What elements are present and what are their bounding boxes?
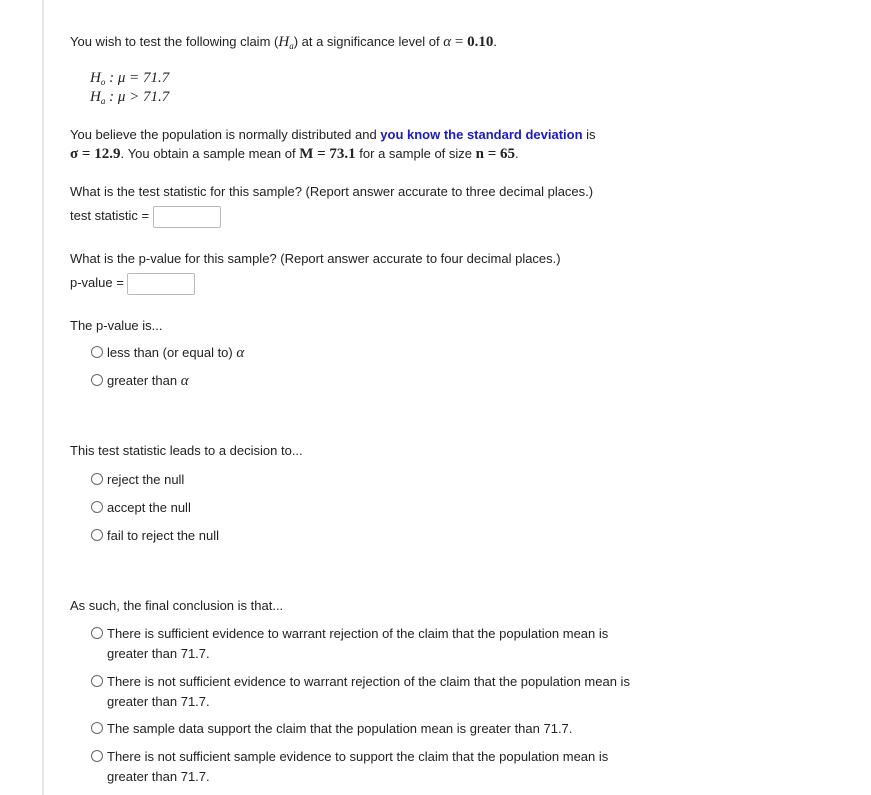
p-value-input[interactable] xyxy=(127,273,195,295)
radio-greater-than-alpha[interactable] xyxy=(91,374,103,386)
option-less-than-alpha[interactable]: less than (or equal to) α xyxy=(91,343,244,363)
intro-line: You wish to test the following claim $(H_a)$ at a significance level of α = 0.10. xyxy=(70,34,497,51)
radio-reject-null[interactable] xyxy=(91,473,103,485)
option-reject-null[interactable]: reject the null xyxy=(91,470,184,490)
conclusion-option-2[interactable]: There is not sufficient evidence to warrant rejection of the claim that the population mean is greater than 71.7. xyxy=(91,672,711,712)
conclusion-option-4[interactable]: There is not sufficient sample evidence to support the claim that the population mean is greater than 71.7. xyxy=(91,747,711,787)
alpha-equals: = xyxy=(451,34,468,50)
intro-prefix: You wish to test the following claim ( xyxy=(70,34,279,49)
conclusion-option-1-line2: greater than 71.7. xyxy=(107,646,210,661)
sigma-value: σ = 12.9 xyxy=(70,146,121,162)
radio-conclusion-4[interactable] xyxy=(91,750,103,762)
alternative-hypothesis: $H_a$ : μ > 71.7 xyxy=(90,89,170,106)
conclusion-prompt: As such, the final conclusion is that... xyxy=(70,598,284,613)
option-accept-null[interactable]: accept the null xyxy=(91,498,191,518)
radio-fail-to-reject-null[interactable] xyxy=(91,529,103,541)
radio-conclusion-1[interactable] xyxy=(91,627,103,639)
conclusion-option-1[interactable]: There is sufficient evidence to warrant rejection of the claim that the population mean is greater than 71.7. xyxy=(91,624,711,664)
radio-conclusion-3[interactable] xyxy=(91,722,103,734)
left-margin-bar xyxy=(0,0,44,795)
claim-symbol: $H_a$ xyxy=(278,34,294,51)
radio-conclusion-2[interactable] xyxy=(91,675,103,687)
conclusion-option-3[interactable]: The sample data support the claim that the population mean is greater than 71.7. xyxy=(91,719,711,739)
radio-less-than-alpha[interactable] xyxy=(91,346,103,358)
belief-line-2: σ = 12.9. You obtain a sample mean of M = 73.1 for a sample of size n = 65. xyxy=(70,146,519,162)
p-value-label: p-value = xyxy=(70,275,124,290)
known-sd-highlight: you know the standard deviation xyxy=(380,127,583,142)
option-greater-than-alpha[interactable]: greater than α xyxy=(91,371,189,391)
decision-prompt: This test statistic leads to a decision to... xyxy=(70,443,303,458)
sample-mean-value: M = 73.1 xyxy=(299,146,356,162)
test-statistic-row xyxy=(70,204,221,228)
p-value-question: What is the p-value for this sample? (Report answer accurate to four decimal places.) xyxy=(70,251,561,266)
intro-middle: ) at a significance level of xyxy=(293,34,444,49)
test-statistic-input[interactable] xyxy=(153,206,221,228)
alpha-value: 0.10 xyxy=(467,34,494,50)
compare-prompt: The p-value is... xyxy=(70,318,163,333)
radio-accept-null[interactable] xyxy=(91,501,103,513)
null-hypothesis: $H_o$ : μ = 71.7 xyxy=(90,70,170,87)
p-value-row xyxy=(70,271,195,295)
conclusion-option-2-line2: greater than 71.7. xyxy=(107,694,210,709)
test-statistic-question: What is the test statistic for this sample? (Report answer accurate to three decimal places.) xyxy=(70,184,594,199)
belief-line-1: You believe the population is normally distributed and you know the standard deviation is xyxy=(70,127,596,142)
sample-size-value: n = 65 xyxy=(475,146,516,162)
conclusion-option-4-line2: greater than 71.7. xyxy=(107,769,210,784)
option-fail-to-reject-null[interactable]: fail to reject the null xyxy=(91,526,219,546)
test-statistic-label: test statistic = xyxy=(70,208,150,223)
alpha-symbol: α xyxy=(443,34,452,50)
